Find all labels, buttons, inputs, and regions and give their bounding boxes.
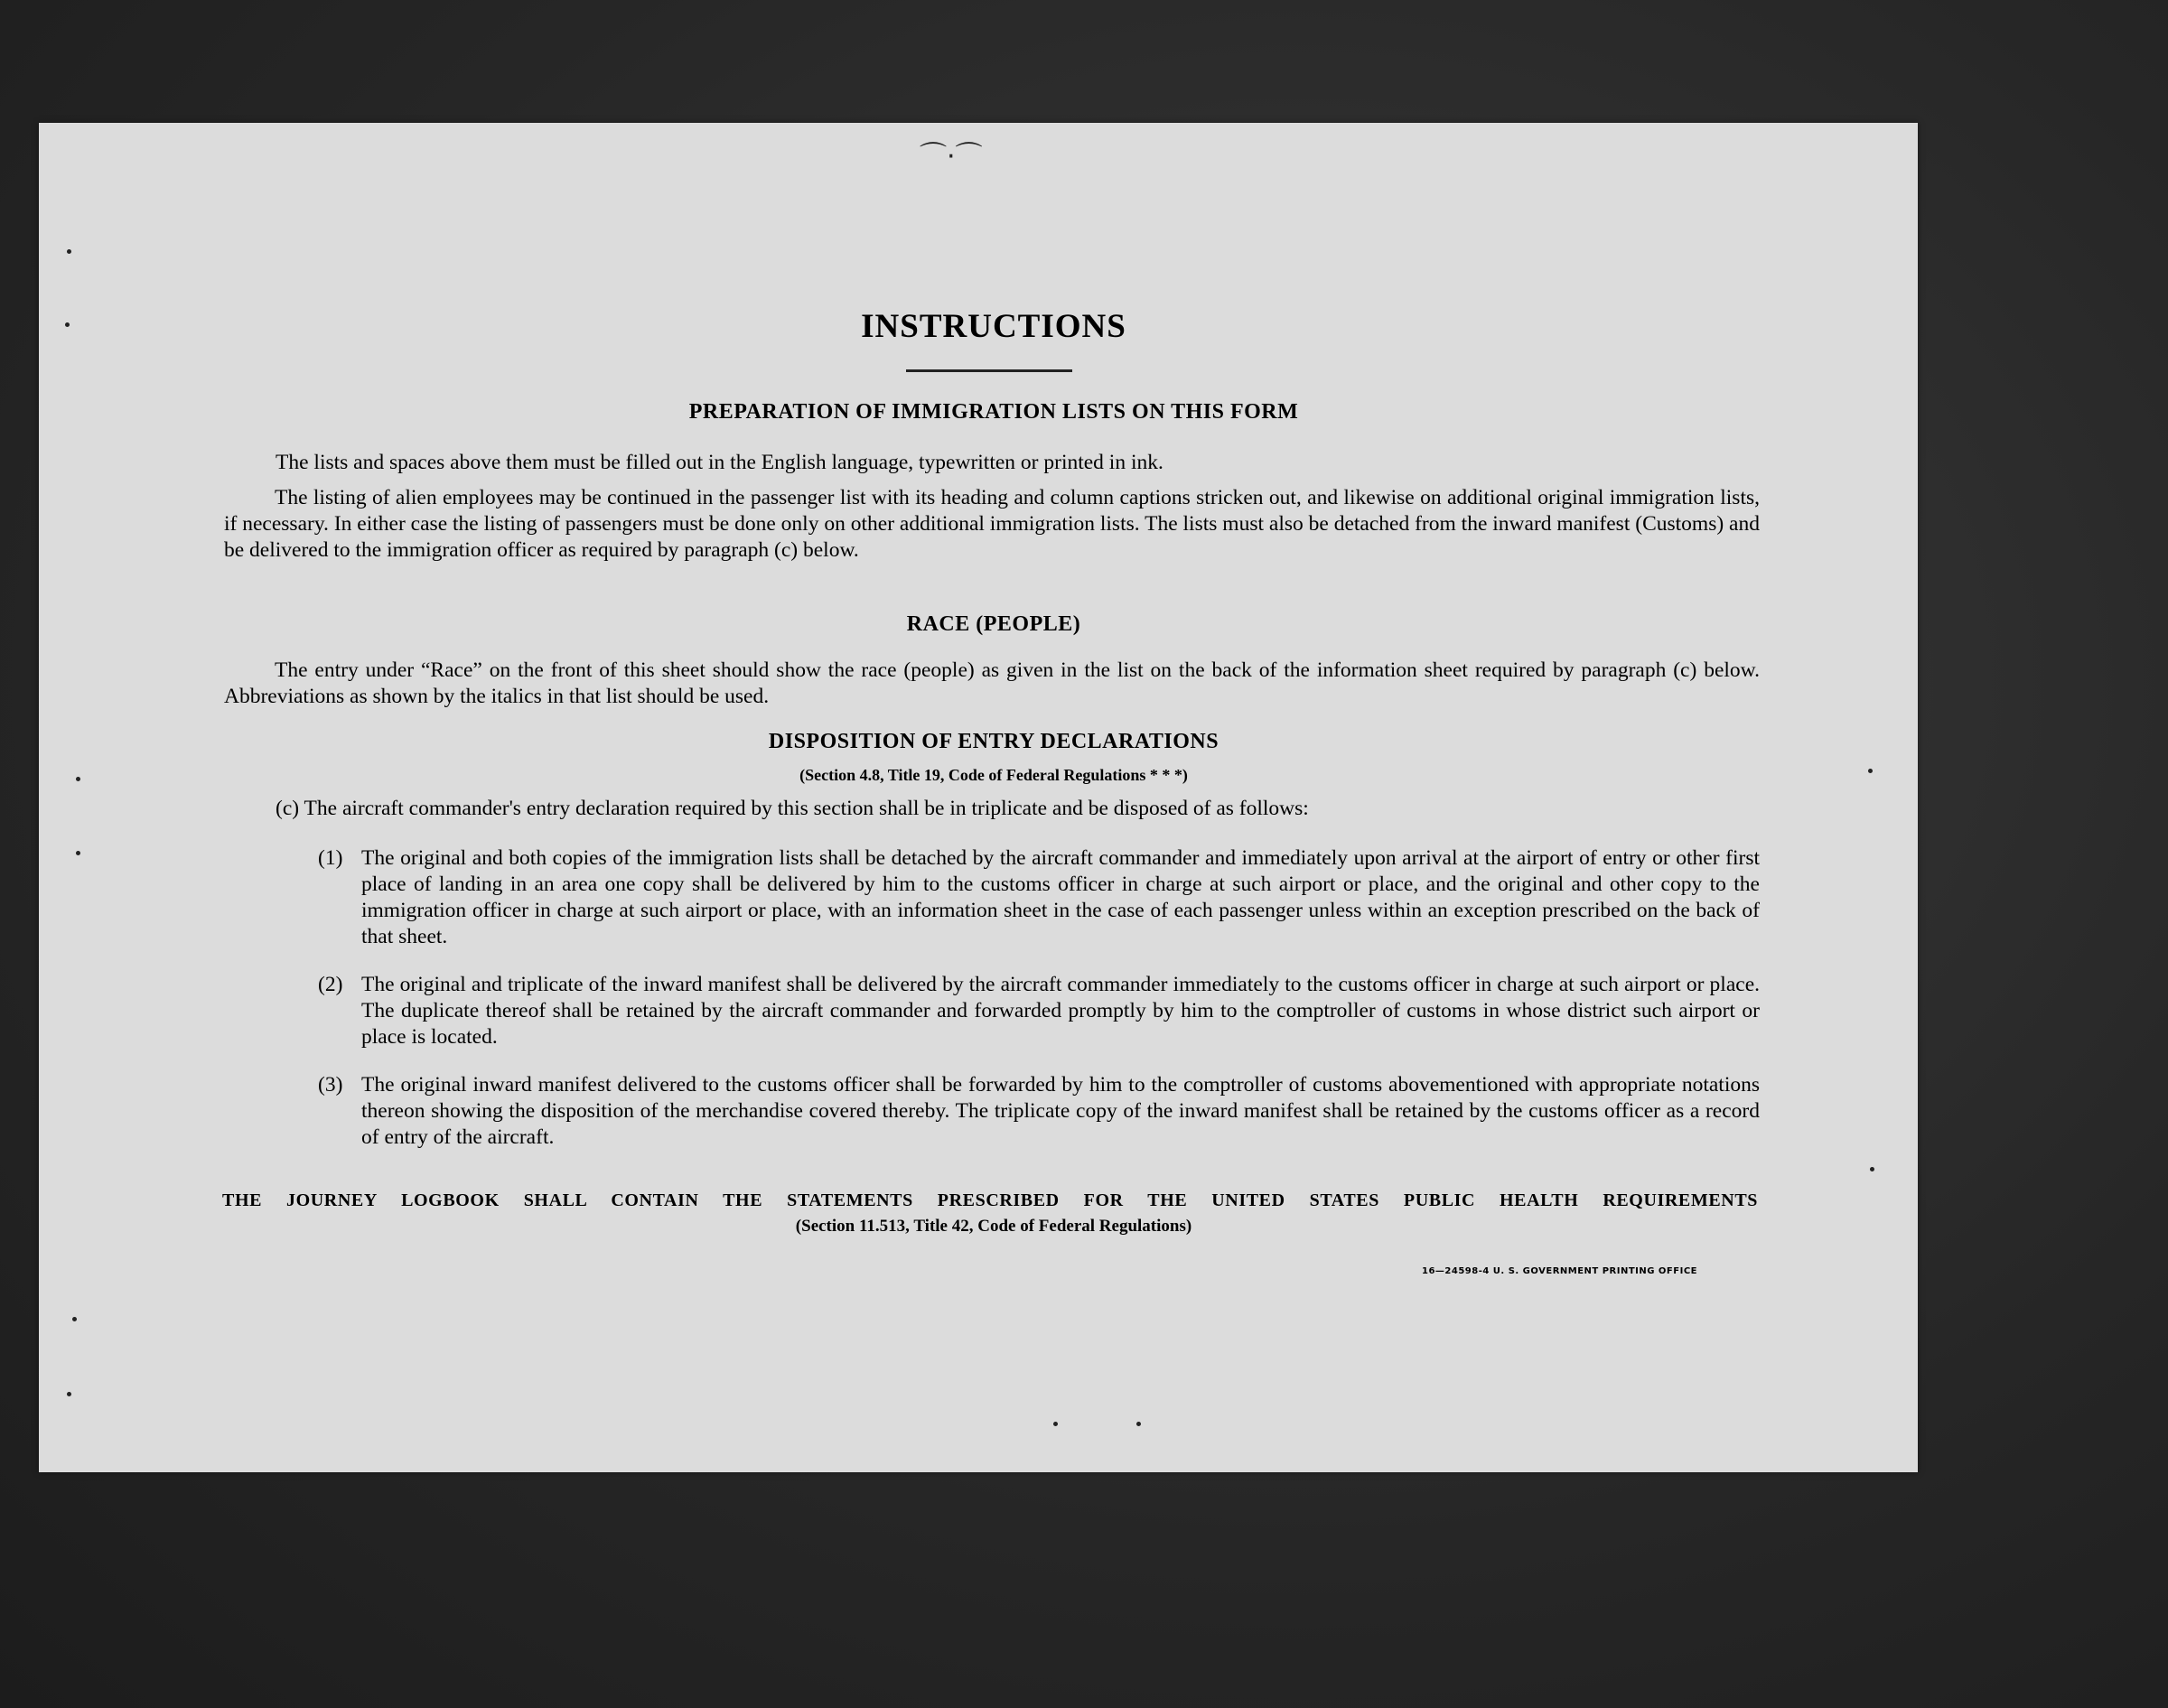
item-text: The original and both copies of the immigration lists shall be detached by the aircraft commander and immediately upon arrival at the airport of entry or other first place of landing in an area one copy shall be delivered by him to the customs officer in charge at such airport or place, and the original and other copy to the immigration officer in charge at such airport or place, with an information sheet in the case of each passenger unless within an exception prescribed on the back of that sheet. xyxy=(361,846,1760,948)
scan-speck xyxy=(1136,1422,1141,1426)
logbook-citation: (Section 11.513, Title 42, Code of Federal Regulations) xyxy=(795,1217,1192,1236)
printer-imprint: 16—24598-4 U. S. GOVERNMENT PRINTING OFFICE xyxy=(1422,1266,1697,1276)
item-number: (3) xyxy=(318,1073,343,1097)
item-number: (1) xyxy=(318,846,343,870)
list-item xyxy=(318,845,1760,950)
page-title: INSTRUCTIONS xyxy=(861,308,1126,345)
list-item xyxy=(318,972,1760,1050)
preparation-paragraph-1: The lists and spaces above them must be filled out in the English language, typewritten or printed in ink. xyxy=(276,451,1163,474)
scan-speck xyxy=(1053,1422,1058,1426)
disposition-subheading: (Section 4.8, Title 19, Code of Federal Regulations * * *) xyxy=(799,766,1188,784)
scan-speck xyxy=(76,851,80,855)
disposition-intro: (c) The aircraft commander's entry declaration required by this section shall be in triplicate and be disposed of as follows: xyxy=(276,797,1309,820)
preparation-paragraph-2: The listing of alien employees may be continued in the passenger list with its heading and column captions stricken out, and likewise on additional original immigration lists, if necessary. In either case the listing of passengers must be done only on other additional immigration lists. The lists must also be detached from the inward manifest (Customs) and be delivered to the immigration officer as required by paragraph (c) below. xyxy=(224,486,1760,562)
title-underline xyxy=(906,369,1072,372)
item-number: (2) xyxy=(318,973,343,996)
handwritten-mark: ⌒·⌒ xyxy=(920,141,983,173)
logbook-statement: THE JOURNEY LOGBOOK SHALL CONTAIN THE STATEMENTS PRESCRIBED FOR THE UNITED STATES PUBLIC HEALTH REQUIREMENTS xyxy=(222,1190,1758,1210)
disposition-heading: DISPOSITION OF ENTRY DECLARATIONS xyxy=(768,730,1220,753)
scan-speck xyxy=(67,1392,71,1396)
list-item xyxy=(318,1072,1760,1151)
scan-speck xyxy=(67,249,71,254)
race-paragraph: The entry under “Race” on the front of this sheet should show the race (people) as given in the list on the back of the information sheet required by paragraph (c) below. Abbreviations as shown by the italics in that list should be used. xyxy=(224,658,1760,708)
scan-speck xyxy=(1870,1167,1874,1171)
item-text: The original and triplicate of the inward manifest shall be delivered by the aircraft commander immediately to the customs officer in charge at such airport or place. The duplicate thereof shall be retained by the aircraft commander and forwarded promptly by him to the comptroller of customs in whose district such airport or place is located. xyxy=(361,973,1760,1049)
race-heading: RACE (PEOPLE) xyxy=(906,612,1081,636)
item-text: The original inward manifest delivered to the customs officer shall be forwarded by him to the comptroller of customs abovementioned with appropriate notations thereon showing the disposition of the merchandise covered thereby. The triplicate copy of the inward manifest shall be retained by the customs officer as a record of entry of the aircraft. xyxy=(361,1073,1760,1149)
scan-speck xyxy=(72,1317,77,1321)
preparation-heading: PREPARATION OF IMMIGRATION LISTS ON THIS FORM xyxy=(688,400,1299,424)
